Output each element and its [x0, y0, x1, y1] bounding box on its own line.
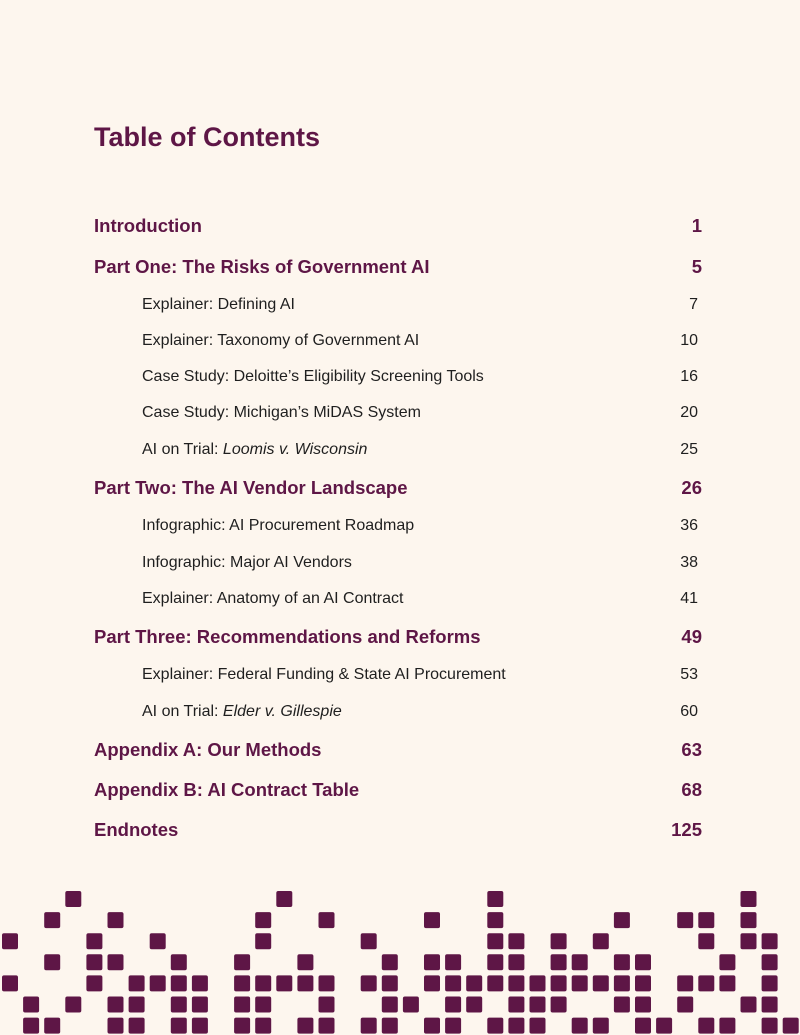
- pixel-square: [635, 1018, 651, 1034]
- pixel-square: [44, 954, 60, 970]
- pixel-square: [635, 975, 651, 991]
- pixel-square: [762, 933, 778, 949]
- pixel-square: [276, 975, 292, 991]
- pixel-square: [677, 997, 693, 1013]
- pixel-square: [23, 1018, 39, 1034]
- pixel-square: [86, 954, 102, 970]
- toc-entry-federal-funding[interactable]: [0, 660, 800, 690]
- toc-entry-appendix-b[interactable]: [0, 775, 800, 805]
- pixel-square: [276, 891, 292, 907]
- pixel-square: [171, 975, 187, 991]
- pixel-square: [86, 975, 102, 991]
- pixel-square: [635, 997, 651, 1013]
- toc-entry-deloitte[interactable]: [0, 362, 800, 392]
- pixel-square: [297, 975, 313, 991]
- pixel-square: [508, 954, 524, 970]
- pixel-square: [530, 1018, 546, 1034]
- toc-entry-label: Part One: The Risks of Government AI: [94, 256, 430, 277]
- pixel-square: [255, 997, 271, 1013]
- pixel-square: [2, 933, 18, 949]
- pixel-square: [719, 1018, 735, 1034]
- toc-entry-appendix-a[interactable]: [0, 735, 800, 765]
- pixel-square: [593, 1018, 609, 1034]
- pixel-square: [297, 954, 313, 970]
- toc-entry-roadmap[interactable]: [0, 511, 800, 541]
- pixel-square: [741, 933, 757, 949]
- toc-entry-label: [142, 697, 342, 727]
- pixel-square: [487, 1018, 503, 1034]
- pixel-square: [108, 954, 124, 970]
- toc-entry-page: 68: [681, 779, 702, 800]
- toc-entry-label: Explainer: Defining AI: [142, 296, 295, 313]
- pixel-square: [319, 997, 335, 1013]
- pixel-square: [2, 975, 18, 991]
- pixel-square: [234, 1018, 250, 1034]
- toc-entry-label: Infographic: AI Procurement Roadmap: [142, 517, 415, 534]
- pixel-square: [255, 975, 271, 991]
- toc-entry-page: 10: [680, 332, 698, 349]
- pixel-square: [719, 954, 735, 970]
- pixel-square: [44, 1018, 60, 1034]
- toc-entry-case-name: Loomis v. Wisconsin: [222, 441, 368, 458]
- pixel-square: [192, 1018, 208, 1034]
- toc-entry-label: Explainer: Federal Funding & State AI Procurement: [142, 666, 506, 683]
- toc-entry-label: Appendix A: Our Methods: [94, 739, 322, 760]
- toc-entry-page: 1: [691, 215, 702, 236]
- pixel-square: [129, 1018, 145, 1034]
- pixel-square: [614, 912, 630, 928]
- toc-entry-label: Explainer: Anatomy of an AI Contract: [142, 590, 404, 607]
- pixel-square: [762, 954, 778, 970]
- toc-entry-case-name: Elder v. Gillespie: [222, 703, 342, 720]
- pixel-square: [487, 891, 503, 907]
- pixel-square: [382, 1018, 398, 1034]
- pixel-square: [530, 975, 546, 991]
- pixel-square: [192, 997, 208, 1013]
- toc-entry-label: Infographic: Major AI Vendors: [142, 554, 352, 571]
- pixel-square: [445, 997, 461, 1013]
- pixel-square: [129, 997, 145, 1013]
- pixel-square: [424, 954, 440, 970]
- toc-entry-page: 125: [671, 819, 702, 840]
- pixel-square: [741, 891, 757, 907]
- pixel-square: [572, 975, 588, 991]
- toc-entry-page: 20: [680, 404, 698, 421]
- pixel-square: [361, 933, 377, 949]
- pixel-square: [171, 1018, 187, 1034]
- pixel-square: [424, 1018, 440, 1034]
- toc-entry-part-three[interactable]: [0, 622, 800, 652]
- pixel-square: [572, 954, 588, 970]
- pixel-square: [403, 997, 419, 1013]
- toc-entry-page: 49: [681, 626, 702, 647]
- toc-entry-page: 26: [681, 477, 702, 498]
- pixel-square: [234, 954, 250, 970]
- pixel-square: [234, 975, 250, 991]
- toc-entry-label-prefix: AI on Trial:: [142, 703, 223, 720]
- pixel-square: [255, 933, 271, 949]
- pixel-square: [530, 997, 546, 1013]
- toc-entry-midas[interactable]: [0, 398, 800, 428]
- toc-entry-label: Endnotes: [94, 819, 179, 840]
- pixel-square: [297, 1018, 313, 1034]
- toc-entry-label: Part Three: Recommendations and Reforms: [94, 626, 481, 647]
- toc-entry-endnotes[interactable]: [0, 815, 800, 845]
- pixel-square: [487, 912, 503, 928]
- toc-entry-loomis[interactable]: [0, 435, 800, 465]
- toc-entry-page: 16: [680, 368, 698, 385]
- pixel-square: [762, 997, 778, 1013]
- pixel-square: [108, 997, 124, 1013]
- pixel-square: [614, 997, 630, 1013]
- pixel-square: [698, 975, 714, 991]
- toc-entry-page: 63: [681, 739, 702, 760]
- pixel-square: [65, 997, 81, 1013]
- pixel-square: [551, 975, 567, 991]
- toc-entry-taxonomy[interactable]: [0, 326, 800, 356]
- pixel-square: [466, 997, 482, 1013]
- pixel-square: [86, 933, 102, 949]
- pixel-square: [762, 1018, 778, 1034]
- pixel-square: [234, 997, 250, 1013]
- pixel-square: [487, 975, 503, 991]
- pixel-square: [255, 1018, 271, 1034]
- pixel-square: [614, 975, 630, 991]
- pixel-square: [150, 933, 166, 949]
- toc-entry-defining-ai[interactable]: [0, 290, 800, 320]
- toc-entry-label: [142, 435, 367, 465]
- toc-entry-elder[interactable]: [0, 697, 800, 727]
- toc-entry-page: 60: [680, 703, 698, 720]
- pixel-square: [593, 933, 609, 949]
- toc-entry-vendors[interactable]: [0, 548, 800, 578]
- toc-entry-introduction[interactable]: [0, 211, 800, 241]
- pixel-square: [171, 954, 187, 970]
- pixel-square: [698, 1018, 714, 1034]
- pixel-square: [382, 997, 398, 1013]
- toc-entry-label: Appendix B: AI Contract Table: [94, 779, 360, 800]
- pixel-square: [466, 975, 482, 991]
- toc-entry-page: 25: [680, 441, 698, 458]
- toc-entry-page: 38: [680, 554, 698, 571]
- pixel-square: [635, 954, 651, 970]
- toc-entry-page: 7: [689, 296, 698, 313]
- toc-entry-label: Case Study: Deloitte’s Eligibility Screening Tools: [142, 368, 484, 385]
- pixel-square: [150, 975, 166, 991]
- pixel-square: [677, 912, 693, 928]
- pixel-square: [171, 997, 187, 1013]
- pixel-square: [677, 975, 693, 991]
- pixel-square: [551, 954, 567, 970]
- pixel-square: [698, 933, 714, 949]
- pixel-square: [382, 975, 398, 991]
- pixel-square: [508, 975, 524, 991]
- pixel-square: [572, 1018, 588, 1034]
- pixel-square: [741, 912, 757, 928]
- pixel-square: [319, 1018, 335, 1034]
- pixel-square: [319, 912, 335, 928]
- pixel-square: [783, 1018, 799, 1034]
- toc-entry-label: Case Study: Michigan’s MiDAS System: [142, 404, 421, 421]
- toc-entry-page: 53: [680, 666, 698, 683]
- pixel-square: [719, 975, 735, 991]
- pixel-square: [361, 1018, 377, 1034]
- pixel-square: [192, 975, 208, 991]
- pixel-square: [508, 1018, 524, 1034]
- pixel-square: [129, 975, 145, 991]
- pixel-square: [108, 1018, 124, 1034]
- toc-entry-label: Explainer: Taxonomy of Government AI: [142, 332, 420, 349]
- toc-entry-page: 5: [691, 256, 702, 277]
- pixel-square: [614, 954, 630, 970]
- pixel-square: [255, 912, 271, 928]
- pixel-square: [319, 975, 335, 991]
- pixel-square: [445, 1018, 461, 1034]
- pixel-square: [44, 912, 60, 928]
- pixel-square: [23, 997, 39, 1013]
- pixel-square: [487, 933, 503, 949]
- pixel-square: [382, 954, 398, 970]
- toc-entry-page: 41: [680, 590, 698, 607]
- toc-entry-label-prefix: AI on Trial:: [142, 441, 223, 458]
- page-title: Table of Contents: [94, 122, 320, 152]
- pixel-square: [508, 933, 524, 949]
- pixel-square: [424, 975, 440, 991]
- pixel-square: [487, 954, 503, 970]
- pixel-square: [108, 912, 124, 928]
- pixel-square: [551, 933, 567, 949]
- pixel-square: [445, 954, 461, 970]
- toc-entry-page: 36: [680, 517, 698, 534]
- toc-entry-label: Introduction: [94, 215, 202, 236]
- pixel-square: [361, 975, 377, 991]
- pixel-square: [551, 997, 567, 1013]
- pixel-square: [445, 975, 461, 991]
- pixel-square: [424, 912, 440, 928]
- toc-entry-part-two[interactable]: [0, 473, 800, 503]
- toc-entry-part-one[interactable]: [0, 252, 800, 282]
- pixel-square: [593, 975, 609, 991]
- pixel-square: [762, 975, 778, 991]
- pixel-square: [508, 997, 524, 1013]
- toc-entry-label: Part Two: The AI Vendor Landscape: [94, 477, 408, 498]
- pixel-square: [698, 912, 714, 928]
- pixel-square: [741, 997, 757, 1013]
- toc-entry-anatomy[interactable]: [0, 584, 800, 614]
- pixel-square: [656, 1018, 672, 1034]
- pixel-square: [65, 891, 81, 907]
